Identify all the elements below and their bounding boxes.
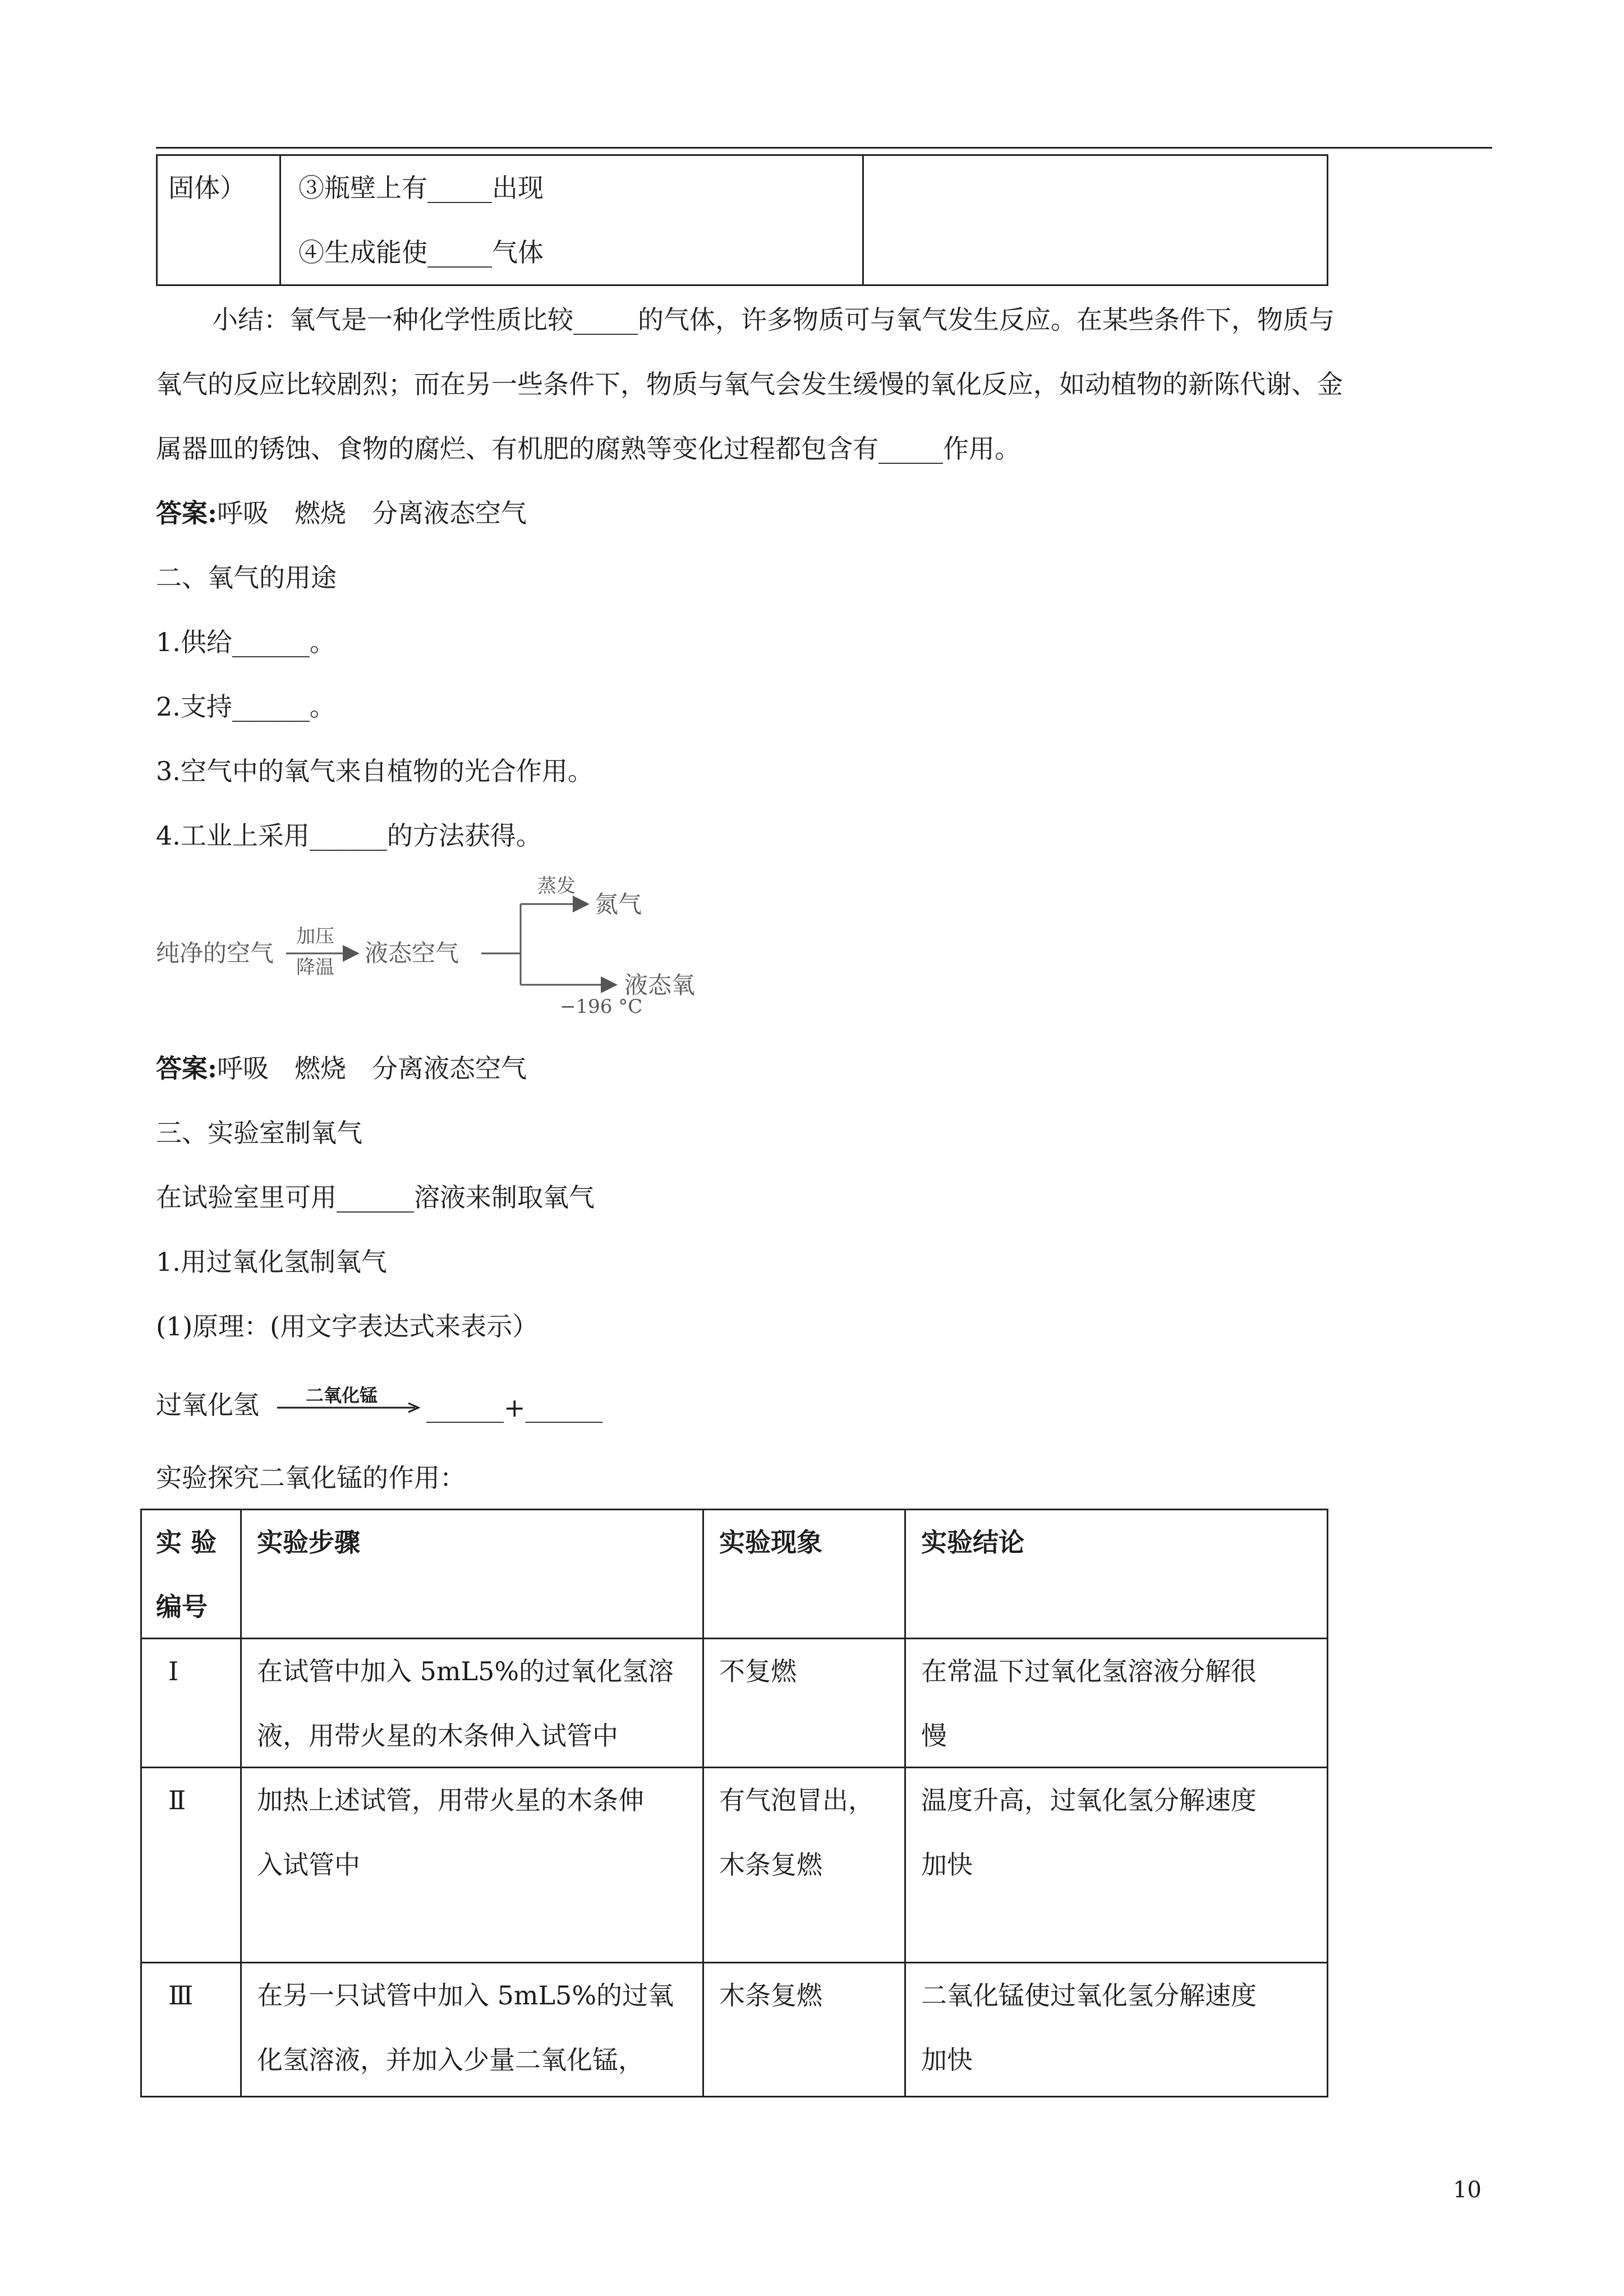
diagram-middle: 液态空气: [365, 939, 459, 967]
diagram-arrow-bottom: 降温: [296, 956, 334, 979]
table-row-no: Ⅲ: [168, 1980, 194, 2011]
table-col-divider: [702, 1509, 704, 2097]
table-header-conclusion: 实验结论: [921, 1527, 1024, 1557]
diagram-branch-top-label: 蒸发: [537, 875, 576, 897]
answer-label: 答案:: [156, 498, 217, 528]
diagram-branch-bottom-label: −196 °C: [560, 995, 643, 1018]
table-row-step: 液，用带火星的木条伸入试管中: [257, 1721, 618, 1751]
diagram-arrow-top: 加压: [296, 925, 334, 948]
table-row-step: 加热上述试管，用带火星的木条伸: [257, 1785, 644, 1815]
table-row-phenomenon: 不复燃: [719, 1656, 797, 1686]
section-heading-lab: 三、实验室制氧气: [156, 1118, 362, 1148]
table-row-phenomenon: 木条复燃: [719, 1980, 822, 2011]
answer-text: 呼吸 燃烧 分离液态空气: [217, 1053, 527, 1084]
list-item: 4.工业上采用______的方法获得。: [156, 820, 542, 851]
table-row-divider: [140, 1638, 1328, 1639]
section-heading-uses: 二、氧气的用途: [156, 563, 337, 593]
table-row-conclusion: 在常温下过氧化氢溶液分解很: [921, 1656, 1257, 1686]
diagram-start: 纯净的空气: [156, 939, 274, 967]
page-number: 10: [1453, 2177, 1482, 2203]
header-rule: [156, 147, 1492, 149]
table-row-no: Ⅱ: [168, 1785, 186, 1815]
table-row-step: 化氢溶液，并加入少量二氧化锰，: [257, 2045, 644, 2075]
answer-1: [156, 496, 527, 530]
answer-label: 答案:: [156, 1053, 217, 1084]
table-row-conclusion: 加快: [921, 1850, 973, 1880]
table-row-step: 入试管中: [257, 1850, 360, 1880]
equation-catalyst: 二氧化锰: [306, 1385, 378, 1406]
diagram-branch-top-result: 氮气: [595, 891, 642, 918]
lab-intro: 在试验室里可用______溶液来制取氧气: [156, 1182, 595, 1212]
top-table-row-b: ④生成能使_____气体: [298, 237, 544, 268]
table-header-phenomenon: 实验现象: [719, 1527, 822, 1557]
table-row-step: 在试管中加入 5mL5%的过氧化氢溶: [257, 1656, 674, 1686]
answer-2: [156, 1052, 527, 1085]
table-row-step: 在另一只试管中加入 5mL5%的过氧: [257, 1980, 674, 2011]
summary-line-1: 小结：氧气是一种化学性质比较_____的气体，许多物质可与氧气发生反应。在某些条件下，物质与: [212, 305, 1335, 335]
list-item: 3.空气中的氧气来自植物的光合作用。: [156, 756, 594, 786]
table-row-no: Ⅰ: [168, 1656, 179, 1686]
top-table-divider: [279, 154, 281, 286]
list-item: 2.支持______。: [156, 691, 335, 722]
table-row-conclusion: 二氧化锰使过氧化氢分解速度: [921, 1980, 1257, 2011]
table-row-conclusion: 温度升高，过氧化氢分解速度: [921, 1785, 1257, 1815]
table-row-divider: [140, 1962, 1328, 1963]
diagram-branch-bottom-result: 液态氧: [624, 971, 696, 999]
table-row-divider: [140, 1767, 1328, 1768]
table-col-divider: [904, 1509, 906, 2097]
top-table-divider: [862, 154, 864, 286]
top-table-row-a: ③瓶壁上有_____出现: [298, 173, 544, 203]
table-header-steps: 实验步骤: [257, 1527, 360, 1557]
top-table-col1: 固体）: [168, 173, 246, 203]
explore-heading: 实验探究二氧化锰的作用：: [156, 1463, 466, 1493]
summary-line-2: 氧气的反应比较剧烈；而在另一些条件下，物质与氧气会发生缓慢的氧化反应，如动植物的新陈代谢、金: [156, 369, 1343, 399]
table-col-divider: [240, 1509, 242, 2097]
answer-text: 呼吸 燃烧 分离液态空气: [217, 498, 527, 528]
equation-left: 过氧化氢: [156, 1390, 259, 1420]
table-row-conclusion: 慢: [921, 1721, 947, 1751]
lab-principle: (1)原理：(用文字表达式来表示）: [156, 1311, 539, 1341]
air-separation-diagram: [156, 875, 751, 1021]
table-row-conclusion: 加快: [921, 2045, 973, 2075]
summary-line-3: 属器皿的锈蚀、食物的腐烂、有机肥的腐熟等变化过程都包含有_____作用。: [156, 434, 1020, 464]
list-item: 1.供给______。: [156, 627, 335, 657]
table-row-phenomenon: 有气泡冒出，: [719, 1785, 874, 1815]
table-header-no: 实 验: [156, 1527, 217, 1557]
table-header-no-2: 编号: [156, 1592, 208, 1622]
equation-arrow: [275, 1385, 422, 1424]
lab-sub-1: 1.用过氧化氢制氧气: [156, 1247, 387, 1277]
table-row-phenomenon: 木条复燃: [719, 1850, 822, 1880]
equation-right: ______+______: [426, 1393, 603, 1423]
